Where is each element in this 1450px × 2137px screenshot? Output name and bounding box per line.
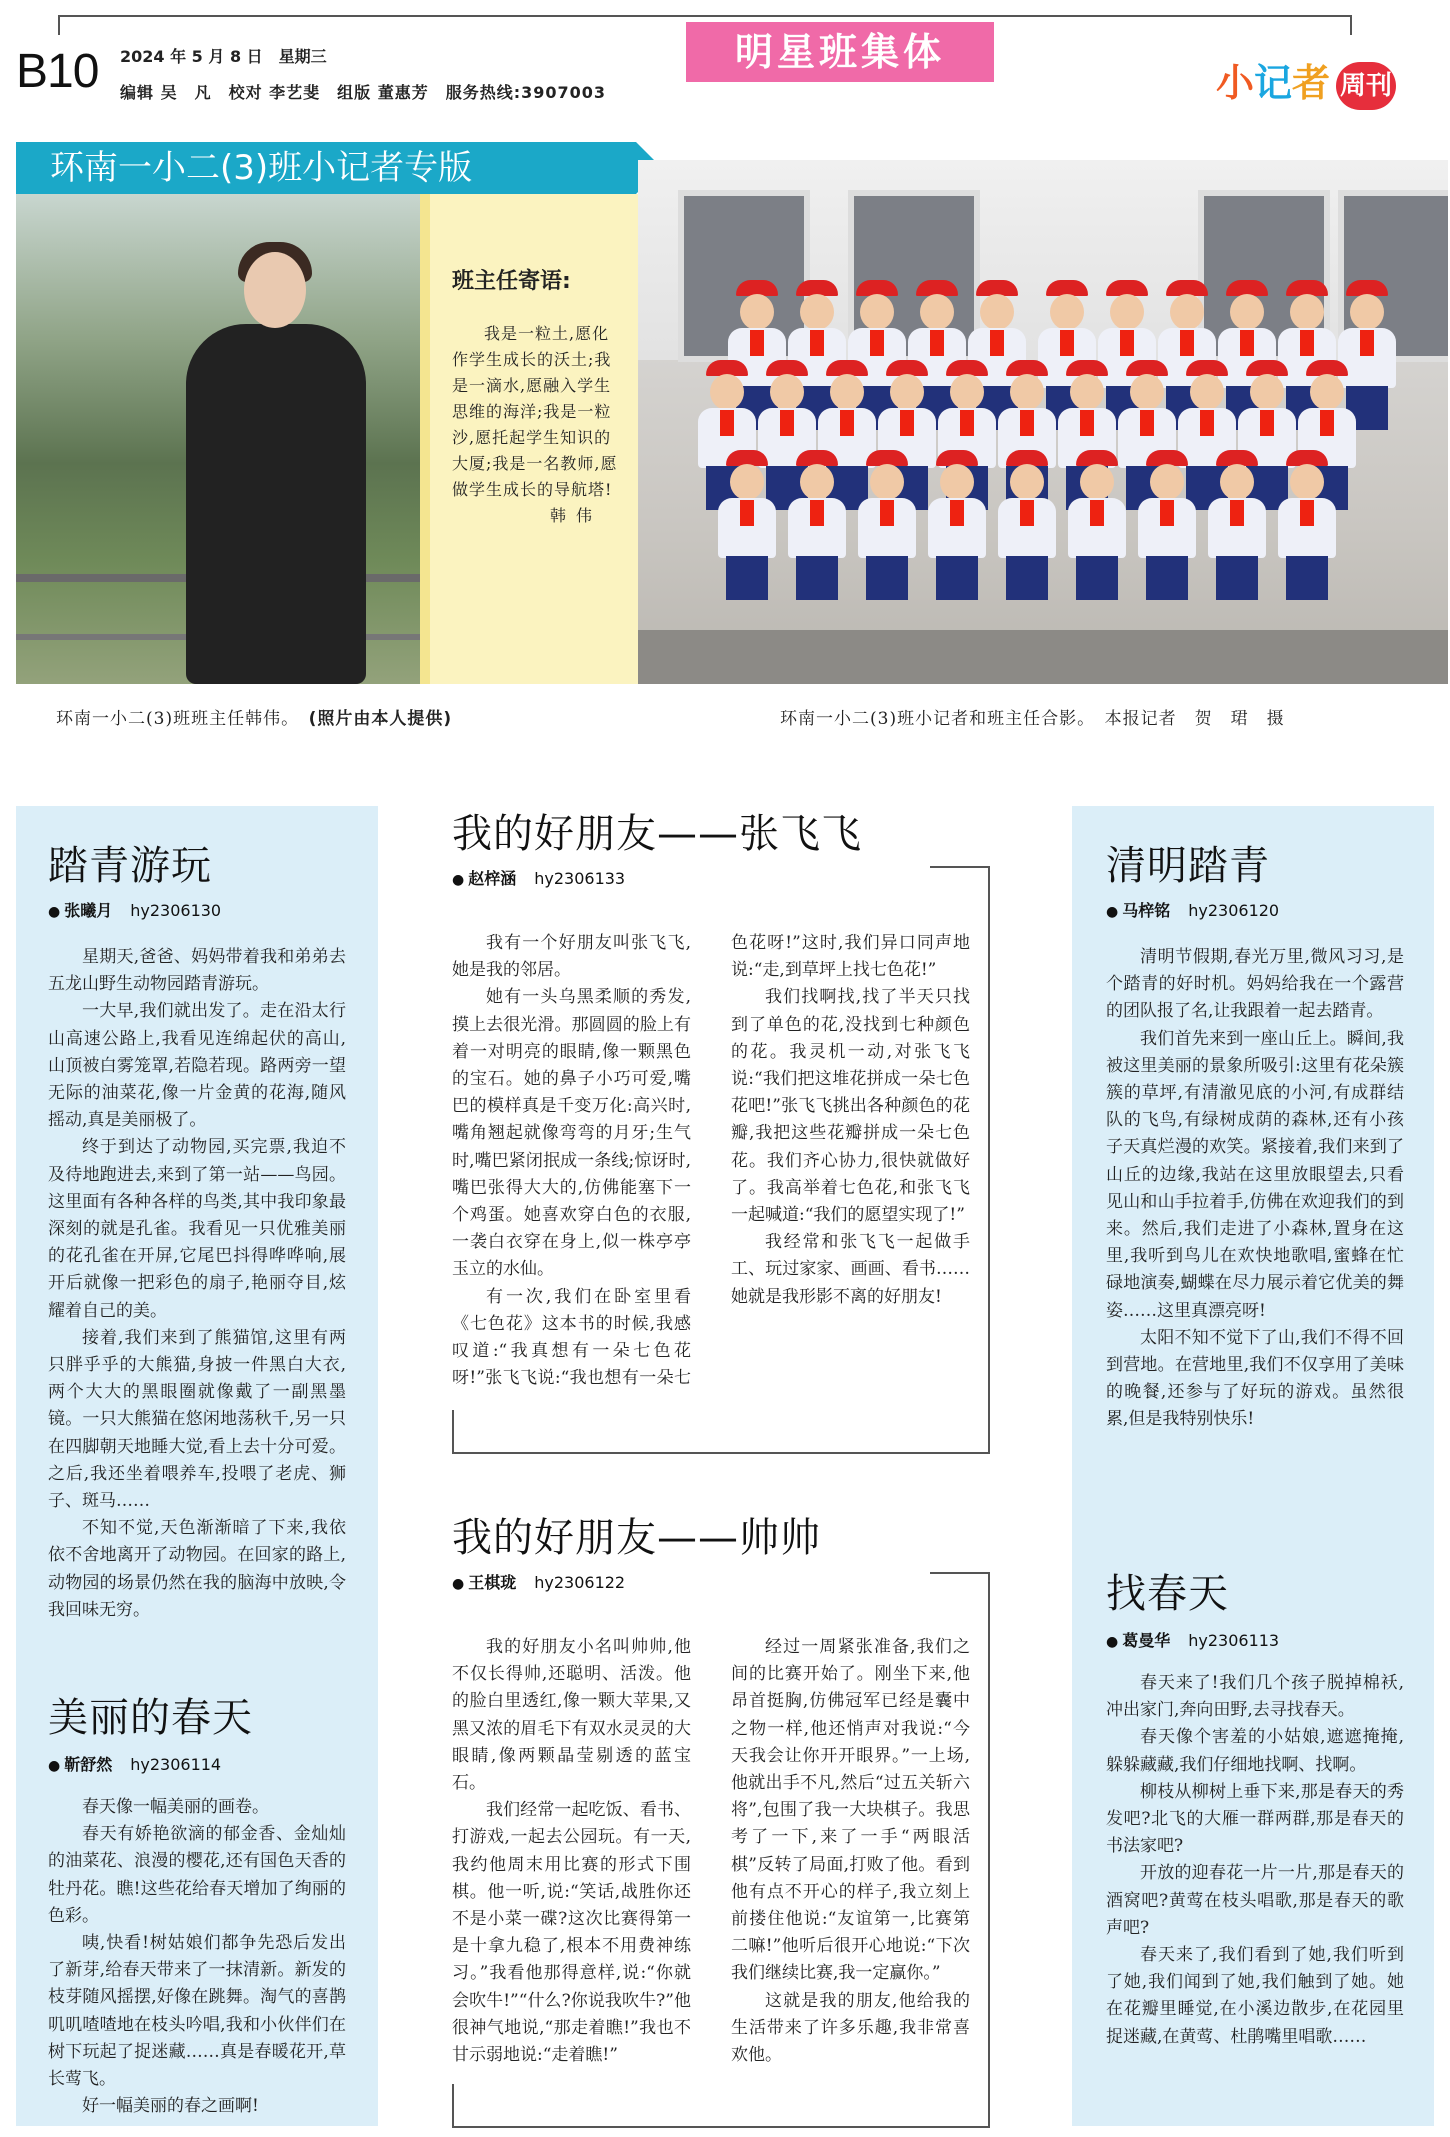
logo-badge: 周刊: [1336, 62, 1396, 110]
student-scarf: [1360, 330, 1374, 356]
byline-spring: ● 靳舒然 hy2306114: [48, 1755, 222, 1774]
student-face: [1220, 464, 1254, 500]
student-scarf: [1320, 410, 1334, 436]
hy-friend2: hy2306122: [534, 1573, 626, 1592]
paragraph: 有一次,我们在卧室里看《七色花》这本书的时候,我感叹道:“我真想有一朵七色花呀!”张飞飞说:“我也想有一朵七色花呀!”这时,我们异口同声地说:“走,到草坪上找七色花!”: [452, 933, 970, 1389]
student-face: [1050, 294, 1084, 330]
paragraph: 这就是我的朋友,他给我的生活带来了许多乐趣,我非常喜欢他。: [731, 1990, 970, 2066]
student-pants: [1006, 556, 1048, 600]
paragraph: 我们找啊找,找了半天只找到了单色的花,没找到七种颜色的花。我灵机一动,对张飞飞说:“我们把这堆花拼成一朵七色花吧!”张飞飞挑出各种颜色的花瓣,我把这些花瓣拼成一朵七色花。我们齐心协力,很快就做好了。我高举着七色花,和张飞飞一起喊道:“我们的愿望实现了!”: [731, 987, 970, 1226]
paragraph: 不知不觉,天色渐渐暗了下来,我依依不舍地离开了动物园。在回家的路上,动物园的场景仍然在我的脑海中放映,令我回味无穷。: [48, 1518, 346, 1620]
student-pants: [796, 556, 838, 600]
byline-qingming: ● 马梓铭 hy2306120: [1106, 901, 1280, 920]
frame-bottom-friend2: [452, 2126, 990, 2128]
article-title-friend1: 我的好朋友——张飞飞: [452, 811, 862, 857]
article-body-friend1: [452, 930, 970, 1446]
student-face: [1290, 294, 1324, 330]
student-scarf: [720, 410, 734, 436]
paragraph: 开放的迎春花一片一片,那是春天的酒窝吧?黄莺在枝头唱歌,那是春天的歌声吧?: [1106, 1863, 1404, 1938]
logo-char-1: 小: [1216, 61, 1255, 105]
student-face: [1010, 464, 1044, 500]
staff-line: 编辑 吴 凡 校对 李艺斐 组版 董惠芳 服务热线:3907003: [120, 83, 607, 102]
student-figure: [1068, 450, 1126, 600]
student-scarf: [810, 500, 824, 526]
student-face: [1230, 294, 1264, 330]
student-face: [1080, 464, 1114, 500]
student-face: [800, 464, 834, 500]
student-scarf: [1180, 330, 1194, 356]
student-scarf: [900, 410, 914, 436]
student-pants: [1076, 556, 1118, 600]
student-scarf: [1090, 500, 1104, 526]
message-title: 班主任寄语:: [452, 269, 571, 294]
caption-group-credit: 本报记者 贺 珺 摄: [1104, 709, 1285, 729]
student-face: [950, 374, 984, 410]
student-scarf: [1120, 330, 1134, 356]
frame-top-friend2: [930, 1572, 988, 1574]
hy-taqing: hy2306130: [130, 901, 222, 920]
student-face: [1310, 374, 1344, 410]
student-figure: [998, 450, 1056, 600]
student-scarf: [740, 500, 754, 526]
student-face: [940, 464, 974, 500]
student-pants: [726, 556, 768, 600]
article-body-friend2: [452, 1634, 970, 2120]
special-edition-title: 环南一小二(3)班小记者专版: [16, 142, 636, 194]
page-number: B10: [16, 45, 99, 98]
group-photo: [638, 160, 1448, 684]
student-face: [1190, 374, 1224, 410]
paragraph: 星期天,爸爸、妈妈带着我和弟弟去五龙山野生动物园踏青游玩。: [48, 947, 346, 995]
student-face: [1110, 294, 1144, 330]
student-scarf: [1300, 500, 1314, 526]
article-body-spring: [48, 1794, 346, 2120]
student-figure: [788, 450, 846, 600]
student-figure: [858, 450, 916, 600]
paragraph: 一大早,我们就出发了。走在沿太行山高速公路上,我看见连绵起伏的高山,山顶被白雾笼罩,若隐若现。路两旁一望无际的油菜花,像一片金黄的花海,随风摇动,真是美丽极了。: [48, 1001, 346, 1131]
student-figure: [1138, 450, 1196, 600]
weekly-logo: [1216, 52, 1396, 110]
paragraph: 春天有娇艳欲滴的郁金香、金灿灿的油菜花、浪漫的樱花,还有国色天香的牡丹花。瞧!这些花给春天增加了绚丽的色彩。: [48, 1824, 346, 1926]
student-scarf: [1020, 500, 1034, 526]
paragraph: 我经常和张飞飞一起做手工、玩过家家、画画、看书……她就是我形影不离的好朋友!: [731, 1232, 970, 1307]
student-face: [920, 294, 954, 330]
byline-friend1: ● 赵梓涵 hy2306133: [452, 869, 626, 888]
student-face: [1150, 464, 1184, 500]
article-body-qingming: [1106, 944, 1404, 1434]
logo-char-2: 记: [1254, 61, 1293, 105]
student-scarf: [840, 410, 854, 436]
teacher-message-box: [420, 194, 638, 684]
paragraph: 咦,快看!树姑娘们都争先恐后发出了新芽,给春天带来了一抹清新。新发的枝芽随风摇摆,好像在跳舞。淘气的喜鹊叽叽喳喳地在枝头吟唱,我和小伙伴们在树下玩起了捉迷藏……真是春暖花开,草长莺飞。: [48, 1933, 346, 2090]
paragraph: 清明节假期,春光万里,微风习习,是个踏青的好时机。妈妈给我在一个露营的团队报了名,让我跟着一起去踏青。: [1106, 947, 1404, 1022]
logo-char-3: 者: [1292, 61, 1331, 105]
message-signature: 韩伟: [549, 506, 602, 525]
student-scarf: [960, 410, 974, 436]
student-scarf: [1020, 410, 1034, 436]
student-face: [1290, 464, 1324, 500]
paragraph: 我有一个好朋友叫张飞飞,她是我的邻居。: [452, 933, 691, 981]
student-scarf: [1300, 330, 1314, 356]
paragraph: 柳枝从柳树上垂下来,那是春天的秀发吧?北飞的大雁一群两群,那是春天的书法家吧?: [1106, 1781, 1404, 1857]
student-face: [860, 294, 894, 330]
section-banner: 明星班集体: [686, 22, 994, 82]
student-face: [800, 294, 834, 330]
student-face: [730, 464, 764, 500]
article-title-friend2: 我的好朋友——帅帅: [452, 1515, 821, 1561]
student-face: [1170, 294, 1204, 330]
student-scarf: [950, 500, 964, 526]
caption-group: [780, 704, 1285, 729]
paragraph: 春天来了!我们几个孩子脱掉棉袄,冲出家门,奔向田野,去寻找春天。: [1106, 1673, 1404, 1721]
student-figure: [1278, 450, 1336, 600]
student-face: [740, 294, 774, 330]
frame-right-friend2: [988, 1572, 990, 2126]
paragraph: 春天像个害羞的小姑娘,遮遮掩掩,躲躲藏藏,我们仔细地找啊、找啊。: [1106, 1727, 1404, 1775]
student-figure: [1208, 450, 1266, 600]
paragraph: 她有一头乌黑柔顺的秀发,摸上去很光滑。那圆圆的脸上有着一对明亮的眼睛,像一颗黑色的宝石。她的鼻子小巧可爱,嘴巴的模样真是千变万化:高兴时,嘴角翘起就像弯弯的月牙;生气时,嘴巴紧闭抿成一条线;惊讶时,嘴巴张得大大的,仿佛能塞下一个鸡蛋。她喜欢穿白色的衣服,一袭白衣穿在身上,似一株亭亭玉立的水仙。: [452, 987, 691, 1280]
student-scarf: [780, 410, 794, 436]
author-friend1: 赵梓涵: [468, 869, 517, 888]
student-face: [1130, 374, 1164, 410]
student-pants: [866, 556, 908, 600]
caption-teacher-credit: (照片由本人提供): [308, 709, 453, 729]
paragraph: 太阳不知不觉下了山,我们不得不回到营地。在营地里,我们不仅享用了美味的晚餐,还参与了好玩的游戏。虽然很累,但是我特别快乐!: [1106, 1327, 1404, 1430]
author-friend2: 王棋珑: [468, 1573, 517, 1592]
student-scarf: [810, 330, 824, 356]
article-title-findspring: 找春天: [1106, 1571, 1229, 1617]
header-rule: [58, 15, 1350, 17]
paragraph: 我的好朋友小名叫帅帅,他不仅长得帅,还聪明、活泼。他的脸白里透红,像一颗大苹果,又黑又浓的眉毛下有双水灵灵的大眼睛,像两颗晶莹剔透的蓝宝石。: [452, 1637, 691, 1794]
frame-right-friend1: [988, 866, 990, 1452]
student-scarf: [930, 330, 944, 356]
student-scarf: [1140, 410, 1154, 436]
teacher-face: [244, 252, 306, 328]
article-title-taqing: 踏青游玩: [48, 843, 212, 889]
paragraph: 春天来了,我们看到了她,我们听到了她,我们闻到了她,我们触到了她。她在花瓣里睡觉,在小溪边散步,在花园里捉迷藏,在黄莺、杜鹃嘴里唱歌……: [1106, 1945, 1404, 2047]
article-body-findspring: [1106, 1670, 1404, 2051]
student-pants: [1146, 556, 1188, 600]
teacher-photo: [16, 194, 420, 684]
caption-teacher-text: 环南一小二(3)班班主任韩伟。: [56, 709, 291, 729]
student-face: [890, 374, 924, 410]
student-scarf: [1160, 500, 1174, 526]
message-body: 我是一粒土,愿化作学生成长的沃土;我是一滴水,愿融入学生思维的海洋;我是一粒沙,愿托起学生知识的大厦;我是一名教师,愿做学生成长的导航塔!: [452, 324, 618, 499]
student-scarf: [990, 330, 1004, 356]
header-rule-left: [58, 15, 60, 35]
photo-steps: [638, 630, 1448, 684]
student-face: [870, 464, 904, 500]
author-qingming: 马梓铭: [1122, 901, 1171, 920]
article-title-spring: 美丽的春天: [48, 1695, 253, 1741]
student-face: [830, 374, 864, 410]
student-scarf: [1060, 330, 1074, 356]
student-scarf: [750, 330, 764, 356]
student-face: [770, 374, 804, 410]
student-pants: [936, 556, 978, 600]
student-face: [710, 374, 744, 410]
student-scarf: [1260, 410, 1274, 436]
student-scarf: [1230, 500, 1244, 526]
author-findspring: 葛曼华: [1122, 1631, 1171, 1650]
student-face: [1350, 294, 1384, 330]
hy-findspring: hy2306113: [1188, 1631, 1280, 1650]
paragraph: 接着,我们来到了熊猫馆,这里有两只胖乎乎的大熊猫,身披一件黑白大衣,两个大大的黑眼圈就像戴了一副黑墨镜。一只大熊猫在悠闲地荡秋千,另一只在四脚朝天地睡大觉,看上去十分可爱。之后,我还坐着喂养车,投喂了老虎、狮子、斑马……: [48, 1327, 346, 1512]
student-pants: [1286, 556, 1328, 600]
issue-date: 2024 年 5 月 8 日 星期三: [120, 47, 327, 66]
frame-bottom-friend1: [452, 1452, 990, 1454]
student-scarf: [1240, 330, 1254, 356]
paragraph: 春天像一幅美丽的画卷。: [82, 1797, 269, 1817]
header-rule-right: [1350, 15, 1352, 35]
paragraph: 经过一周紧张准备,我们之间的比赛开始了。刚坐下来,他昂首挺胸,仿佛冠军已经是囊中之物一样,他还悄声对我说:“今天我会让你开开眼界。”一上场,他就出手不凡,然后“过五关斩六将”,包围了我一大块棋子。我思考了一下,来了一手“两眼活棋”反转了局面,打败了他。看到他有点不开心的样子,我立刻上前搂住他说:“友谊第一,比赛第二嘛!”他听后很开心地说:“下次我们继续比赛,我一定赢你。”: [731, 1637, 970, 1984]
caption-teacher: [56, 704, 452, 729]
student-scarf: [1200, 410, 1214, 436]
caption-group-text: 环南一小二(3)班小记者和班主任合影。: [780, 709, 1087, 729]
student-face: [980, 294, 1014, 330]
article-body-taqing: [48, 944, 346, 1624]
student-pants: [1216, 556, 1258, 600]
paragraph: 好一幅美丽的春之画啊!: [82, 2096, 259, 2117]
paragraph: 我们经常一起吃饭、看书、打游戏,一起去公园玩。有一天,我约他周末用比赛的形式下围棋。他一听,说:“笑话,战胜你还不是小菜一碟?这次比赛得第一是十拿九稳了,根本不用费神练习。”我看他那得意样,说:“你就会吹牛!”“什么?你说我吹牛?”他很神气地说,“那走着瞧!”我也不甘示弱地说:“走着瞧!”: [452, 1800, 691, 2066]
student-scarf: [870, 330, 884, 356]
student-figure: [928, 450, 986, 600]
student-scarf: [1080, 410, 1094, 436]
byline-taqing: ● 张曦月 hy2306130: [48, 901, 222, 920]
hy-spring: hy2306114: [130, 1755, 222, 1774]
author-spring: 靳舒然: [64, 1755, 113, 1774]
student-face: [1250, 374, 1284, 410]
byline-findspring: ● 葛曼华 hy2306113: [1106, 1631, 1280, 1650]
paragraph: 终于到达了动物园,买完票,我迫不及待地跑进去,来到了第一站——鸟园。这里面有各种各样的鸟类,其中我印象最深刻的就是孔雀。我看见一只优雅美丽的花孔雀在开屏,它尾巴抖得哗哗响,展开后就像一把彩色的扇子,艳丽夺目,炫耀着自己的美。: [48, 1137, 346, 1321]
byline-friend2: ● 王棋珑 hy2306122: [452, 1573, 626, 1592]
student-face: [1070, 374, 1104, 410]
paragraph: 我们首先来到一座山丘上。瞬间,我被这里美丽的景象所吸引:这里有花朵簇簇的草坪,有清澈见底的小河,有成群结队的飞鸟,有绿树成荫的森林,还有小孩子天真烂漫的欢笑。紧接着,我们来到了山丘的边缘,我站在这里放眼望去,只看见山和山手拉着手,仿佛在欢迎我们的到来。然后,我们走进了小森林,置身在这里,我听到鸟儿在欢快地歌唱,蜜蜂在忙碌地演奏,蝴蝶在尽力展示着它优美的舞姿……这里真漂亮呀!: [1106, 1028, 1404, 1321]
student-scarf: [880, 500, 894, 526]
author-taqing: 张曦月: [64, 901, 113, 920]
frame-top-friend1: [930, 866, 988, 868]
teacher-figure: [186, 324, 366, 684]
student-figure: [718, 450, 776, 600]
hy-qingming: hy2306120: [1188, 901, 1280, 920]
hy-friend1: hy2306133: [534, 869, 626, 888]
article-title-qingming: 清明踏青: [1106, 843, 1270, 889]
student-face: [1010, 374, 1044, 410]
